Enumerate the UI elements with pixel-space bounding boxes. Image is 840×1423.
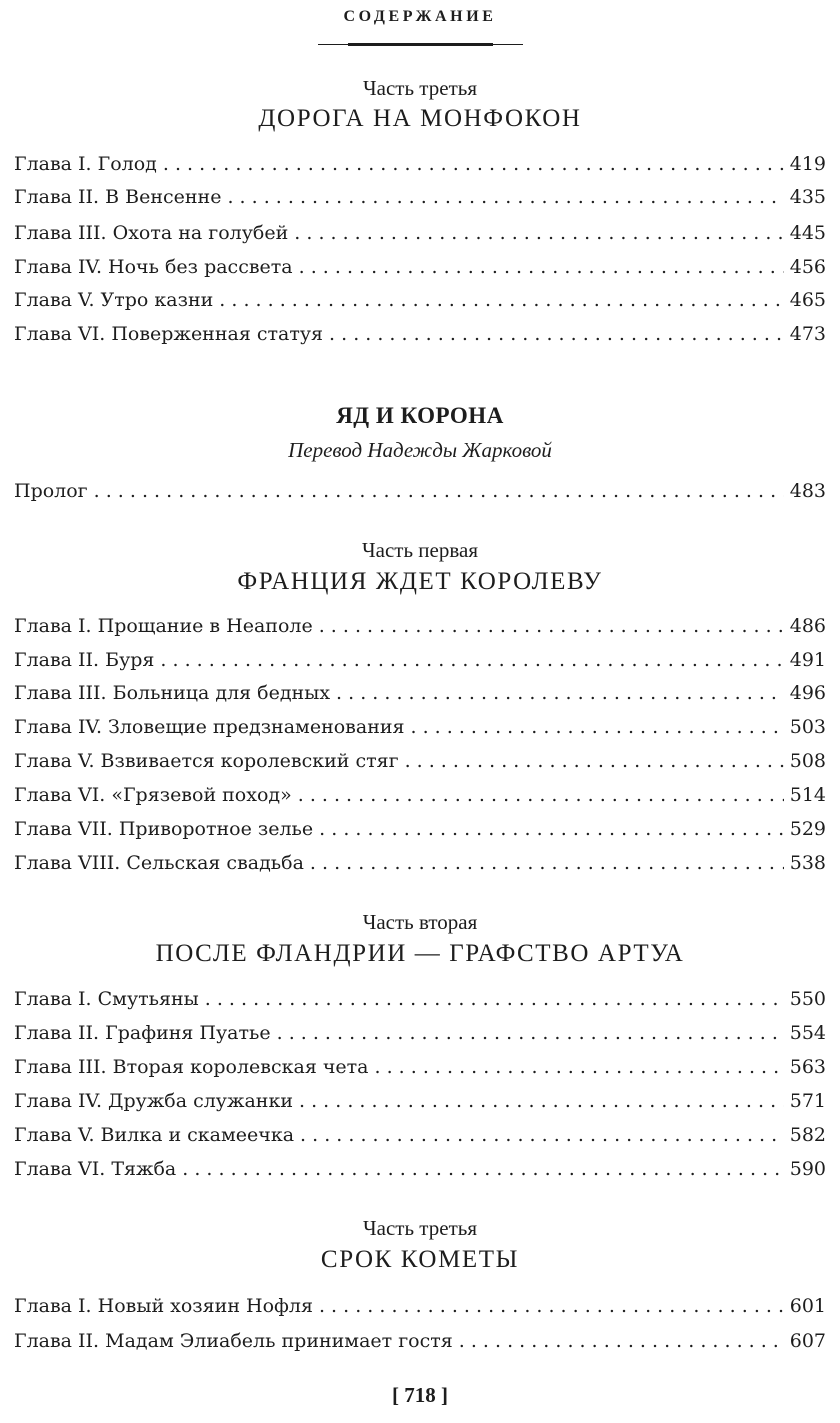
page-number: [ 718 ] [392, 1383, 448, 1407]
toc-entry-title: Глава I. Смутьяны [14, 988, 199, 1010]
dot-leader [160, 644, 783, 676]
toc-entry[interactable] [14, 148, 826, 180]
toc-entry[interactable] [14, 847, 826, 879]
toc-entry-page: 590 [789, 1158, 826, 1180]
toc-entry-page: 503 [789, 716, 826, 738]
toc-entry-page: 571 [789, 1090, 826, 1112]
toc-entry-title: Глава II. В Венсенне [14, 186, 222, 208]
toc-entry-title: Глава VII. Приворотное зелье [14, 818, 314, 840]
toc-entry[interactable] [14, 1017, 826, 1049]
toc-entry[interactable] [14, 745, 826, 777]
part-label: Часть первая [362, 538, 478, 562]
toc-entry-page: 486 [789, 615, 826, 637]
dot-leader [227, 181, 783, 213]
dot-leader [163, 148, 784, 180]
toc-entry-title: Глава I. Новый хозяин Нофля [14, 1295, 313, 1317]
dot-leader [319, 813, 784, 845]
toc-entry-title: Пролог [14, 480, 88, 502]
toc-entry-page: 538 [789, 852, 826, 874]
dot-leader [336, 677, 784, 709]
toc-entry[interactable] [14, 1051, 826, 1083]
toc-entry-page: 496 [789, 682, 826, 704]
part-title: СРОК КОМЕТЫ [320, 1246, 520, 1273]
toc-entry-title: Глава I. Прощание в Неаполе [14, 615, 313, 637]
toc-entry[interactable] [14, 813, 826, 845]
part-title: ДОРОГА НА МОНФОКОН [258, 105, 582, 132]
toc-entry-page: 508 [789, 750, 826, 772]
translator-credit: Перевод Надежды Жарковой [288, 438, 552, 462]
toc-entry[interactable] [14, 284, 826, 316]
toc-entry-prologue[interactable] [14, 475, 826, 507]
toc-entry-page: 582 [789, 1124, 826, 1146]
dot-leader [94, 475, 784, 507]
toc-entry-page: 601 [789, 1295, 826, 1317]
toc-entry[interactable] [14, 181, 826, 213]
part-label: Часть вторая [362, 910, 478, 934]
toc-entry[interactable] [14, 217, 826, 249]
dot-leader [375, 1051, 784, 1083]
toc-entry-page: 465 [789, 289, 826, 311]
dot-leader [319, 610, 784, 642]
dot-leader [411, 711, 784, 743]
toc-entry[interactable] [14, 779, 826, 811]
toc-entry-title: Глава IV. Ночь без рассвета [14, 256, 293, 278]
toc-entry-page: 563 [789, 1056, 826, 1078]
toc-entry[interactable] [14, 1085, 826, 1117]
head-rule-accent [348, 43, 493, 46]
dot-leader [405, 745, 784, 777]
toc-entry[interactable] [14, 644, 826, 676]
toc-entry-title: Глава VI. Тяжба [14, 1158, 177, 1180]
toc-entry-title: Глава III. Охота на голубей [14, 222, 289, 244]
dot-leader [182, 1153, 783, 1185]
toc-entry[interactable] [14, 251, 826, 283]
dot-leader [219, 284, 783, 316]
toc-entry-title: Глава V. Вилка и скамеечка [14, 1124, 295, 1146]
dot-leader [294, 217, 783, 249]
running-head: СОДЕРЖАНИЕ [343, 8, 497, 25]
toc-entry-title: Глава III. Вторая королевская чета [14, 1056, 369, 1078]
dot-leader [298, 779, 784, 811]
toc-entry-page: 435 [789, 186, 826, 208]
toc-entry-title: Глава II. Мадам Элиабель принимает гостя [14, 1330, 453, 1352]
toc-entry[interactable] [14, 1325, 826, 1357]
toc-entry-page: 554 [789, 1022, 826, 1044]
toc-entry-title: Глава VIII. Сельская свадьба [14, 852, 304, 874]
toc-entry-page: 607 [789, 1330, 826, 1352]
dot-leader [459, 1325, 784, 1357]
dot-leader [277, 1017, 784, 1049]
toc-entry-page: 550 [789, 988, 826, 1010]
dot-leader [299, 1085, 784, 1117]
part-title: ФРАНЦИЯ ЖДЕТ КОРОЛЕВУ [237, 568, 603, 595]
part-title: ПОСЛЕ ФЛАНДРИИ — ГРАФСТВО АРТУА [155, 940, 685, 967]
toc-entry-title: Глава VI. Поверженная статуя [14, 323, 324, 345]
dot-leader [300, 1119, 784, 1151]
book-title: ЯД И КОРОНА [336, 403, 504, 428]
dot-leader [205, 983, 784, 1015]
dot-leader [310, 847, 784, 879]
dot-leader [329, 318, 784, 350]
dot-leader [319, 1290, 784, 1322]
toc-entry-title: Глава I. Голод [14, 153, 157, 175]
toc-entry[interactable] [14, 610, 826, 642]
part-label: Часть третья [363, 76, 477, 100]
toc-entry[interactable] [14, 983, 826, 1015]
toc-entry-page: 473 [789, 323, 826, 345]
toc-entry-page: 491 [789, 649, 826, 671]
toc-entry[interactable] [14, 1119, 826, 1151]
toc-entry-title: Глава V. Утро казни [14, 289, 214, 311]
toc-entry-title: Глава IV. Дружба служанки [14, 1090, 293, 1112]
dot-leader [299, 251, 784, 283]
toc-entry-page: 419 [789, 153, 826, 175]
toc-entry[interactable] [14, 1153, 826, 1185]
toc-entry-page: 445 [789, 222, 826, 244]
toc-entry-title: Глава II. Буря [14, 649, 155, 671]
toc-entry-page: 529 [789, 818, 826, 840]
toc-entry-page: 514 [789, 784, 826, 806]
toc-entry-title: Глава III. Больница для бедных [14, 682, 331, 704]
toc-entry-title: Глава VI. «Грязевой поход» [14, 784, 292, 806]
toc-entry[interactable] [14, 711, 826, 743]
toc-entry-page: 483 [789, 480, 826, 502]
toc-entry[interactable] [14, 1290, 826, 1322]
part-label: Часть третья [363, 1216, 477, 1240]
toc-entry-title: Глава II. Графиня Пуатье [14, 1022, 271, 1044]
toc-entry-title: Глава IV. Зловещие предзнаменования [14, 716, 405, 738]
toc-entry[interactable] [14, 677, 826, 709]
toc-entry-page: 456 [789, 256, 826, 278]
toc-entry-title: Глава V. Взвивается королевский стяг [14, 750, 399, 772]
toc-entry[interactable] [14, 318, 826, 350]
